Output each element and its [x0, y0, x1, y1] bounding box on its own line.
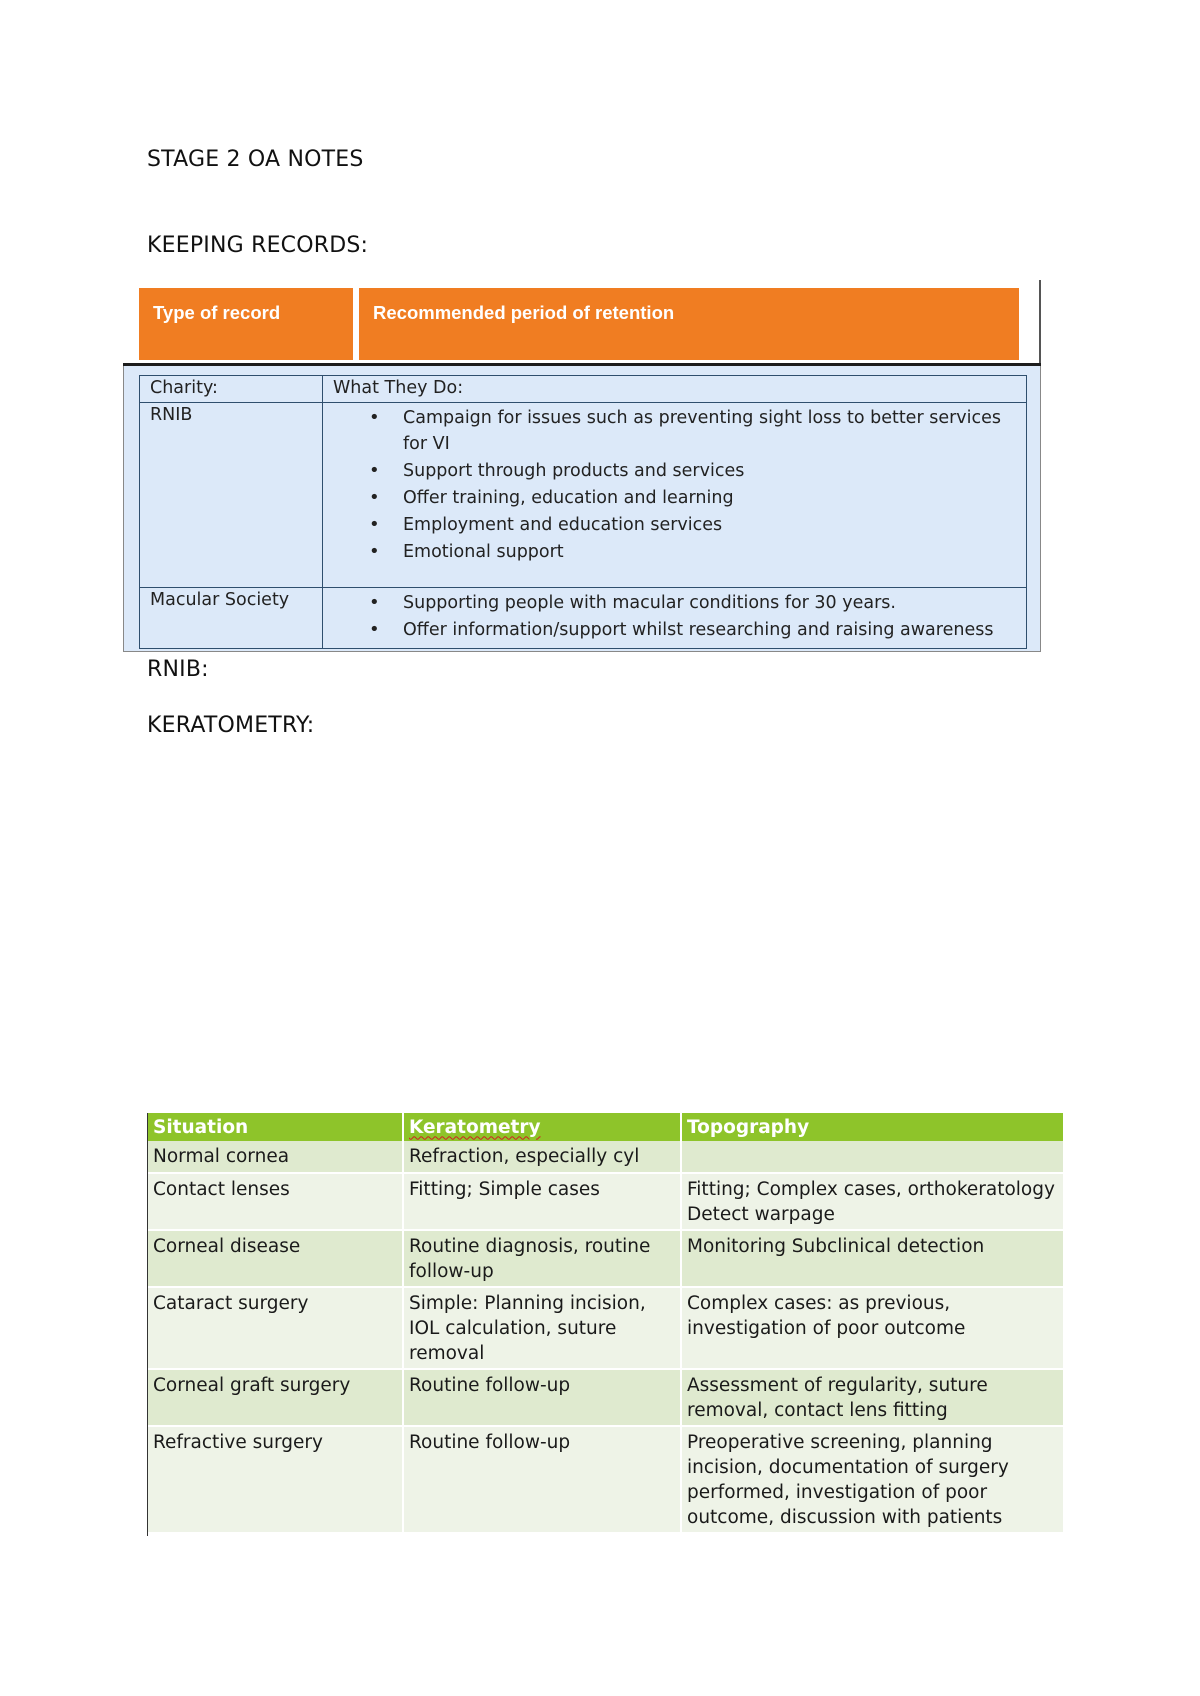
charity-name: Macular Society — [140, 588, 323, 649]
activity-item: • Offer training, education and learning — [403, 485, 1016, 511]
kera-row — [148, 1369, 1064, 1426]
cell-keratometry: Routine follow-up — [403, 1369, 681, 1426]
activity-item: • Offer information/support whilst researching and raising awareness — [403, 617, 1016, 643]
keratometry-table-frame — [147, 1113, 1065, 1536]
kera-row — [148, 1141, 1064, 1173]
cell-situation: Contact lenses — [148, 1173, 403, 1230]
keeping-records-heading: KEEPING RECORDS: — [147, 233, 369, 258]
kera-row — [148, 1173, 1064, 1230]
charity-name: RNIB — [140, 403, 323, 588]
records-header-period: Recommended period of retention — [359, 288, 1019, 360]
header-keratometry — [403, 1113, 681, 1141]
cell-situation: Corneal graft surgery — [148, 1369, 403, 1426]
what-header: What They Do: — [323, 376, 1027, 403]
keratometry-heading: KERATOMETRY: — [147, 713, 315, 738]
charity-header: Charity: — [140, 376, 323, 403]
charity-header-row — [140, 376, 1027, 403]
cell-topography: Complex cases: as previous, investigation of poor outcome — [681, 1287, 1064, 1369]
cell-situation: Normal cornea — [148, 1141, 403, 1173]
cell-keratometry: Simple: Planning incision, IOL calculation, suture removal — [403, 1287, 681, 1369]
records-header-type: Type of record — [139, 288, 353, 360]
charity-row-macular-society — [140, 588, 1027, 649]
cell-topography: Monitoring Subclinical detection — [681, 1230, 1064, 1287]
records-table-header — [139, 288, 1019, 360]
cell-topography: Assessment of regularity, suture removal, contact lens fitting — [681, 1369, 1064, 1426]
cell-keratometry: Routine follow-up — [403, 1426, 681, 1533]
header-topography: Topography — [681, 1113, 1064, 1141]
cell-topography: Fitting; Complex cases, orthokeratology Detect warpage — [681, 1173, 1064, 1230]
charity-row-rnib — [140, 403, 1027, 588]
cell-situation: Corneal disease — [148, 1230, 403, 1287]
kera-row — [148, 1426, 1064, 1533]
kera-header-row — [148, 1113, 1064, 1141]
activity-list — [333, 590, 1016, 643]
cell-topography: Preoperative screening, planning incision, documentation of surgery performed, investigation of poor outcome, discussion with patients — [681, 1426, 1064, 1533]
charity-table-frame — [123, 366, 1041, 652]
rnib-heading: RNIB: — [147, 657, 209, 682]
activity-item: • Employment and education services — [403, 512, 1016, 538]
cell-situation: Refractive surgery — [148, 1426, 403, 1533]
cell-keratometry: Fitting; Simple cases — [403, 1173, 681, 1230]
records-section — [123, 280, 1041, 652]
kera-row — [148, 1230, 1064, 1287]
activity-item: • Campaign for issues such as preventing sight loss to better services for VI — [403, 405, 1016, 457]
charity-table — [139, 375, 1027, 649]
header-keratometry-text: Keratometry — [409, 1116, 541, 1138]
cell-keratometry: Refraction, especially cyl — [403, 1141, 681, 1173]
cell-keratometry: Routine diagnosis, routine follow-up — [403, 1230, 681, 1287]
activity-item: • Support through products and services — [403, 458, 1016, 484]
header-situation: Situation — [148, 1113, 403, 1141]
keratometry-table — [148, 1113, 1065, 1534]
document-title: STAGE 2 OA NOTES — [147, 147, 364, 172]
kera-row — [148, 1287, 1064, 1369]
charity-activities — [323, 403, 1027, 588]
cell-situation: Cataract surgery — [148, 1287, 403, 1369]
charity-activities — [323, 588, 1027, 649]
activity-item: • Supporting people with macular conditions for 30 years. — [403, 590, 1016, 616]
activity-list — [333, 405, 1016, 565]
cell-topography — [681, 1141, 1064, 1173]
frame-divider — [1039, 280, 1041, 366]
activity-item: • Emotional support — [403, 539, 1016, 565]
